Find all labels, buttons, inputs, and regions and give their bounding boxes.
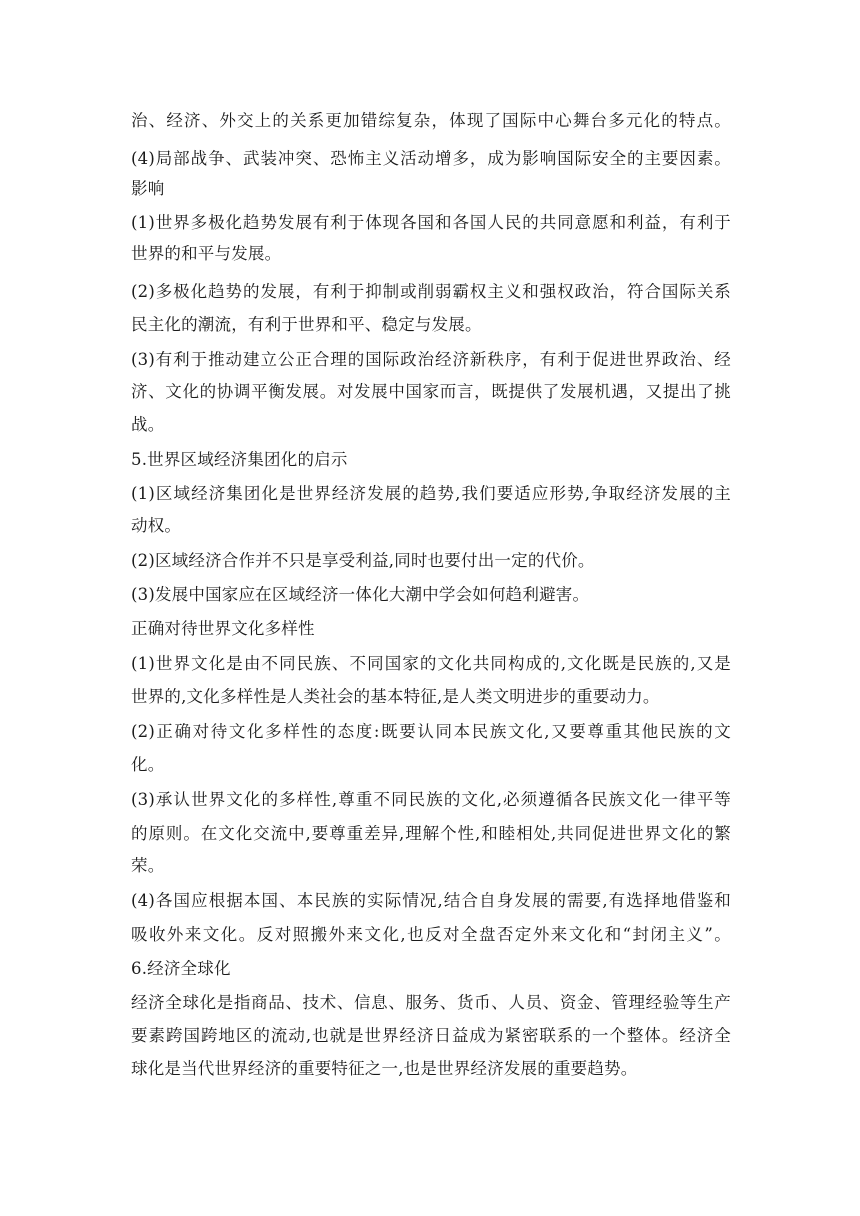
- text-line: 战。: [131, 415, 165, 434]
- text-line: 民主化的潮流，有利于世界和平、稳定与发展。: [131, 315, 482, 334]
- text-line: (2)多极化趋势的发展，有利于抑制或削弱霸权主义和强权政治，符合国际关系: [131, 282, 731, 301]
- text-line: 荣。: [131, 856, 165, 875]
- text-line: 球化是当代世界经济的重要特征之一,也是世界经济发展的重要趋势。: [131, 1059, 638, 1078]
- section-heading: 影响: [131, 179, 165, 198]
- text-line: 动权。: [131, 516, 182, 535]
- text-line: (3)发展中国家应在区域经济一体化大潮中学会如何趋利避害。: [131, 585, 590, 604]
- text-line: (4)各国应根据本国、本民族的实际情况,结合自身发展的需要,有选择地借鉴和: [131, 891, 731, 910]
- section-heading: 5.世界区域经济集团化的启示: [131, 450, 348, 469]
- text-line: 要素跨国跨地区的流动,也就是世界经济日益成为紧密联系的一个整体。经济全: [131, 1026, 731, 1045]
- section-heading: 6.经济全球化: [131, 959, 231, 978]
- text-line: (1)世界多极化趋势发展有利于体现各国和各国人民的共同意愿和利益，有利于: [131, 213, 731, 232]
- text-line: 世界的和平与发展。: [131, 244, 282, 263]
- text-line: (3)有利于推动建立公正合理的国际政治经济新秩序，有利于促进世界政治、经: [131, 350, 731, 369]
- text-line: (4)局部战争、武装冲突、恐怖主义活动增多，成为影响国际安全的主要因素。: [131, 149, 731, 168]
- text-line: 经济全球化是指商品、技术、信息、服务、货币、人员、资金、管理经验等生产: [131, 993, 731, 1012]
- text-line: 化。: [131, 755, 165, 774]
- text-line: 世界的,文化多样性是人类社会的基本特征,是人类文明进步的重要动力。: [131, 687, 660, 706]
- text-line: (1)区域经济集团化是世界经济发展的趋势,我们要适应形势,争取经济发展的主: [131, 484, 731, 503]
- text-line: (2)正确对待文化多样性的态度:既要认同本民族文化,又要尊重其他民族的文: [131, 722, 731, 741]
- text-line: (2)区域经济合作并不只是享受利益,同时也要付出一定的代价。: [131, 551, 595, 570]
- text-line: (3)承认世界文化的多样性,尊重不同民族的文化,必须遵循各民族文化一律平等: [131, 790, 731, 809]
- text-line: 的原则。在文化交流中,要尊重差异,理解个性,和睦相处,共同促进世界文化的繁: [131, 824, 731, 843]
- text-line: 吸收外来文化。反对照搬外来文化,也反对全盘否定外来文化和“封闭主义”。: [131, 925, 731, 944]
- text-line: 济、文化的协调平衡发展。对发展中国家而言，既提供了发展机遇，又提出了挑: [131, 382, 731, 401]
- text-line: (1)世界文化是由不同民族、不同国家的文化共同构成的,文化既是民族的,又是: [131, 654, 731, 673]
- text-line: 治、经济、外交上的关系更加错综复杂，体现了国际中心舞台多元化的特点。: [131, 111, 731, 130]
- section-heading: 正确对待世界文化多样性: [131, 619, 315, 638]
